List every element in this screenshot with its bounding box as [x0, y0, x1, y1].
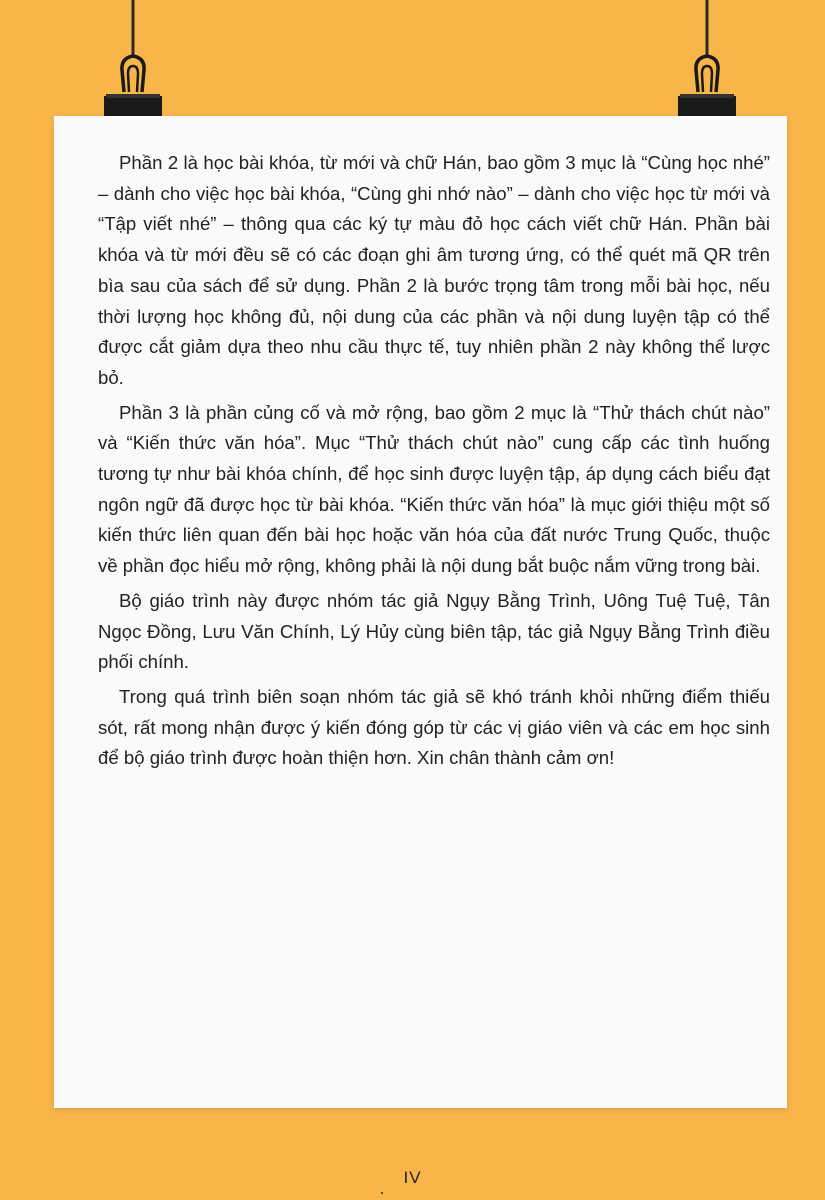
paragraph-authors: Bộ giáo trình này được nhóm tác giả Ngụy Bằng Trình, Uông Tuệ Tuệ, Tân Ngọc Đồng, Lưu Văn Chính, Lý Hủy cùng biên tập, tác giả Ngụy Bằng Trình điều phối chính.	[98, 589, 770, 673]
paragraph-closing: Trong quá trình biên soạn nhóm tác giả sẽ khó tránh khỏi những điểm thiếu sót, rất mong nhận được ý kiến đóng góp từ các vị giáo viên và các em học sinh để bộ giáo trình được hoàn thiện hơn. Xin chân thành cảm ơn!	[98, 685, 770, 769]
body-text	[98, 148, 770, 778]
print-dot	[381, 1192, 383, 1194]
page-number: IV	[403, 1168, 422, 1187]
paragraph-part-3: Phần 3 là phần củng cố và mở rộng, bao gồm 2 mục là “Thử thách chút nào” và “Kiến thức văn hóa”. Mục “Thử thách chút nào” cung cấp các tình huống tương tự như bài khóa chính, để học sinh được luyện tập, áp dụng cách biểu đạt ngôn ngữ đã được học từ bài khóa. “Kiến thức văn hóa” là mục giới thiệu một số kiến thức liên quan đến bài học hoặc văn hóa của đất nước Trung Quốc, thuộc về phần đọc hiểu mở rộng, không phải là nội dung bắt buộc nắm vững trong bài.	[98, 401, 770, 577]
right-binder-clip-icon	[676, 0, 740, 132]
left-binder-clip-icon	[102, 0, 166, 132]
paragraph-part-2: Phần 2 là học bài khóa, từ mới và chữ Hán, bao gồm 3 mục là “Cùng học nhé” – dành cho việc học bài khóa, “Cùng ghi nhớ nào” – dành cho việc học từ mới và “Tập viết nhé” – thông qua các ký tự màu đỏ học cách viết chữ Hán. Phần bài khóa và từ mới đều sẽ có các đoạn ghi âm tương ứng, có thể quét mã QR trên bìa sau của sách để sử dụng. Phần 2 là bước trọng tâm trong mỗi bài học, nếu thời lượng học không đủ, nội dung của các phần và nội dung luyện tập có thể được cắt giảm dựa theo nhu cầu thực tế, tuy nhiên phần 2 này không thể lược bỏ.	[98, 152, 770, 388]
